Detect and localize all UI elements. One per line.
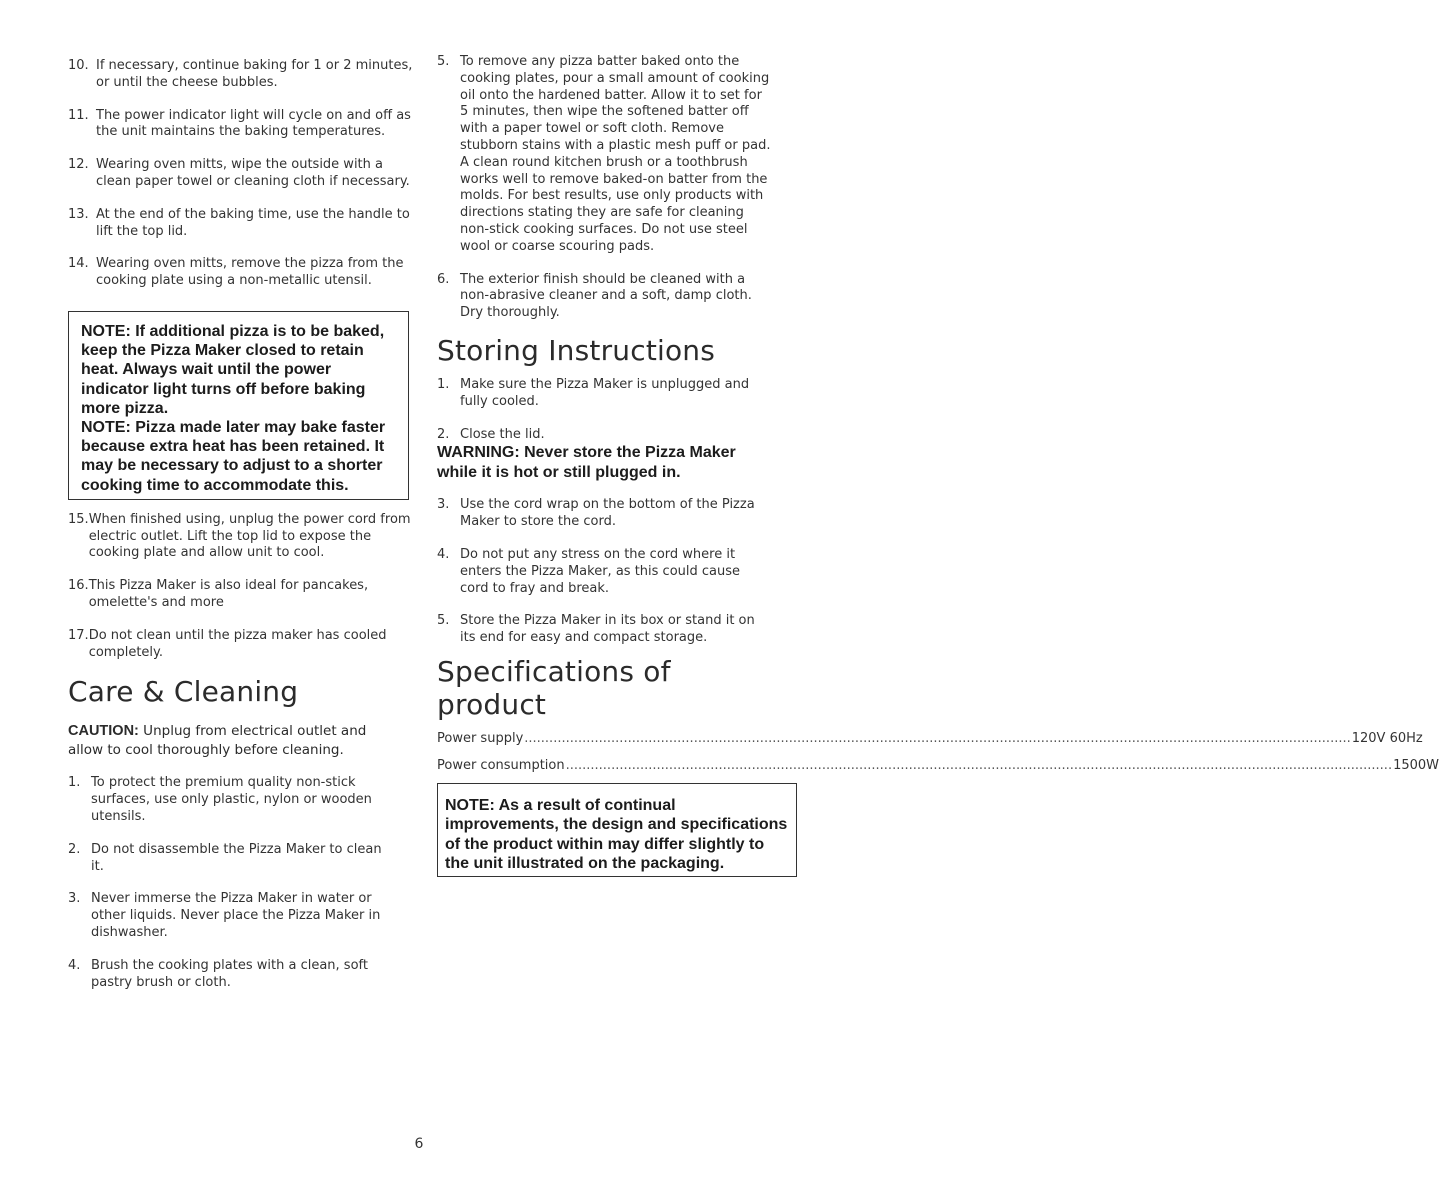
spec-value: 120V 60Hz — [1351, 730, 1423, 746]
list-item — [68, 578, 413, 612]
item-text: Never immerse the Pizza Maker in water or other liquids. Never place the Pizza Maker in dishwasher. — [91, 891, 381, 940]
care-cleaning-heading: Care & Cleaning — [68, 675, 299, 709]
list-item — [68, 256, 413, 290]
item-number: 11. — [68, 107, 89, 123]
list-item — [437, 272, 772, 322]
item-number: 14. — [68, 256, 89, 272]
specifications-heading: Specifications of product — [437, 654, 671, 721]
item-text: Wearing oven mitts, remove the pizza from the cooking plate using a non-metallic utensil. — [96, 256, 404, 289]
item-number: 15. — [68, 511, 89, 527]
list-item — [68, 108, 413, 142]
step-list-top — [68, 58, 413, 290]
list-item — [437, 377, 767, 411]
item-number: 1. — [437, 376, 450, 392]
list-item — [68, 842, 388, 876]
spec-note-box — [437, 783, 797, 877]
item-number: 10. — [68, 58, 89, 73]
item-text: Do not disassemble the Pizza Maker to clean it. — [91, 841, 382, 874]
item-text: Do not put any stress on the cord where it enters the Pizza Maker, as this could cause cord to fray and break. — [460, 546, 741, 596]
list-item — [68, 628, 413, 662]
item-number: 3. — [68, 891, 81, 907]
item-number: 16. — [68, 578, 89, 594]
list-item — [68, 207, 413, 241]
list-item — [437, 547, 767, 597]
item-text: Store the Pizza Maker in its box or stand it on its end for easy and compact storage. — [460, 613, 755, 646]
spec-list — [437, 730, 1439, 773]
list-item — [437, 427, 767, 444]
item-number: 1. — [68, 775, 81, 791]
spec-label: Power supply — [437, 730, 524, 746]
item-text: Make sure the Pizza Maker is unplugged and fully cooled. — [460, 376, 750, 409]
list-item — [68, 157, 413, 191]
item-text: At the end of the baking time, use the handle to lift the top lid. — [96, 206, 410, 239]
item-number: 2. — [437, 426, 450, 442]
note-additional-pizza: NOTE: If additional pizza is to be baked, keep the Pizza Maker closed to retain heat. Always wait until the power indicator light turns off before baking more pizza. — [81, 322, 385, 417]
storing-instructions-heading: Storing Instructions — [437, 333, 716, 367]
item-number: 5. — [437, 613, 450, 629]
item-text: Use the cord wrap on the bottom of the Pizza Maker to store the cord. — [460, 497, 755, 530]
item-number: 17. — [68, 627, 89, 643]
left-column — [68, 58, 413, 991]
item-number: 4. — [437, 546, 450, 562]
item-text: To protect the premium quality non-stick surfaces, use only plastic, nylon or wooden utensils. — [91, 775, 372, 824]
storing-step-list-a — [437, 377, 767, 443]
spec-label: Power consumption — [437, 757, 565, 773]
caution-text: Unplug from electrical outlet and allow to cool thoroughly before cleaning. — [68, 723, 367, 759]
caution-label: CAUTION: — [68, 723, 139, 740]
spec-row — [437, 757, 1439, 773]
item-text: The power indicator light will cycle on and off as the unit maintains the baking temperatures. — [96, 107, 411, 140]
list-item — [68, 775, 388, 825]
list-item — [437, 497, 767, 531]
dot-leader: ........................................................................................................................................................................................................ — [565, 757, 1393, 773]
item-number: 13. — [68, 206, 89, 222]
list-item — [68, 958, 388, 992]
item-text: The exterior finish should be cleaned with a non-abrasive cleaner and a soft, damp cloth. Dry thoroughly. — [460, 271, 752, 321]
item-text: Close the lid. — [460, 426, 545, 442]
list-item — [68, 891, 388, 941]
item-text: When finished using, unplug the power cord from electric outlet. Lift the top lid to expose the cooking plate and allow unit to cool. — [88, 511, 411, 561]
item-number: 12. — [68, 157, 89, 173]
item-number: 6. — [437, 271, 450, 287]
list-item — [68, 58, 413, 92]
item-number: 5. — [437, 54, 450, 69]
item-text: Do not clean until the pizza maker has cooled completely. — [88, 627, 387, 660]
caution-paragraph — [68, 722, 378, 760]
item-text: To remove any pizza batter baked onto the cooking plates, pour a small amount of cooking oil onto the hardened batter. Allow it to set for 5 minutes, then wipe the softened batter off with a paper towel or soft cloth. Remove stubborn stains with a plastic mesh puff or pad. A clean round kitchen brush or a toothbrush works well to remove baked-on batter from the molds. For best results, use only products with directions stating they are safe for cleaning non-stick cooking surfaces. Do not use steel wool or coarse scouring pads. — [460, 54, 771, 254]
item-number: 3. — [437, 497, 450, 513]
list-item — [437, 613, 767, 647]
item-number: 2. — [68, 841, 81, 857]
storing-step-list-b — [437, 497, 767, 647]
dot-leader: ........................................................................................................................................................................................................ — [524, 730, 1351, 746]
spec-note-text: NOTE: As a result of continual improvements, the design and specifications of the product within may differ slightly to the unit illustrated on the packaging. — [445, 796, 788, 873]
list-item — [68, 512, 413, 562]
right-column — [437, 54, 1439, 877]
spec-row — [437, 730, 1423, 746]
warning-text: WARNING: Never store the Pizza Maker while it is hot or still plugged in. — [437, 444, 736, 481]
page-number: 6 — [414, 1136, 424, 1152]
step-list-bottom — [68, 512, 413, 662]
note-bake-faster: NOTE: Pizza made later may bake faster because extra heat has been retained. It may be necessary to adjust to a shorter cooking time to accommodate this. — [81, 418, 386, 494]
note-box-additional-pizza — [68, 311, 409, 500]
care-step-list-continued — [437, 54, 772, 322]
care-step-list — [68, 775, 388, 991]
item-text: This Pizza Maker is also ideal for pancakes, omelette's and more — [88, 578, 369, 610]
spec-value: 1500W — [1393, 757, 1439, 773]
item-number: 4. — [68, 957, 81, 973]
item-text: Brush the cooking plates with a clean, soft pastry brush or cloth. — [91, 957, 368, 990]
item-text: Wearing oven mitts, wipe the outside with a clean paper towel or cleaning cloth if necessary. — [96, 157, 410, 189]
list-item — [437, 54, 772, 256]
item-text: If necessary, continue baking for 1 or 2 minutes, or until the cheese bubbles. — [96, 58, 413, 90]
